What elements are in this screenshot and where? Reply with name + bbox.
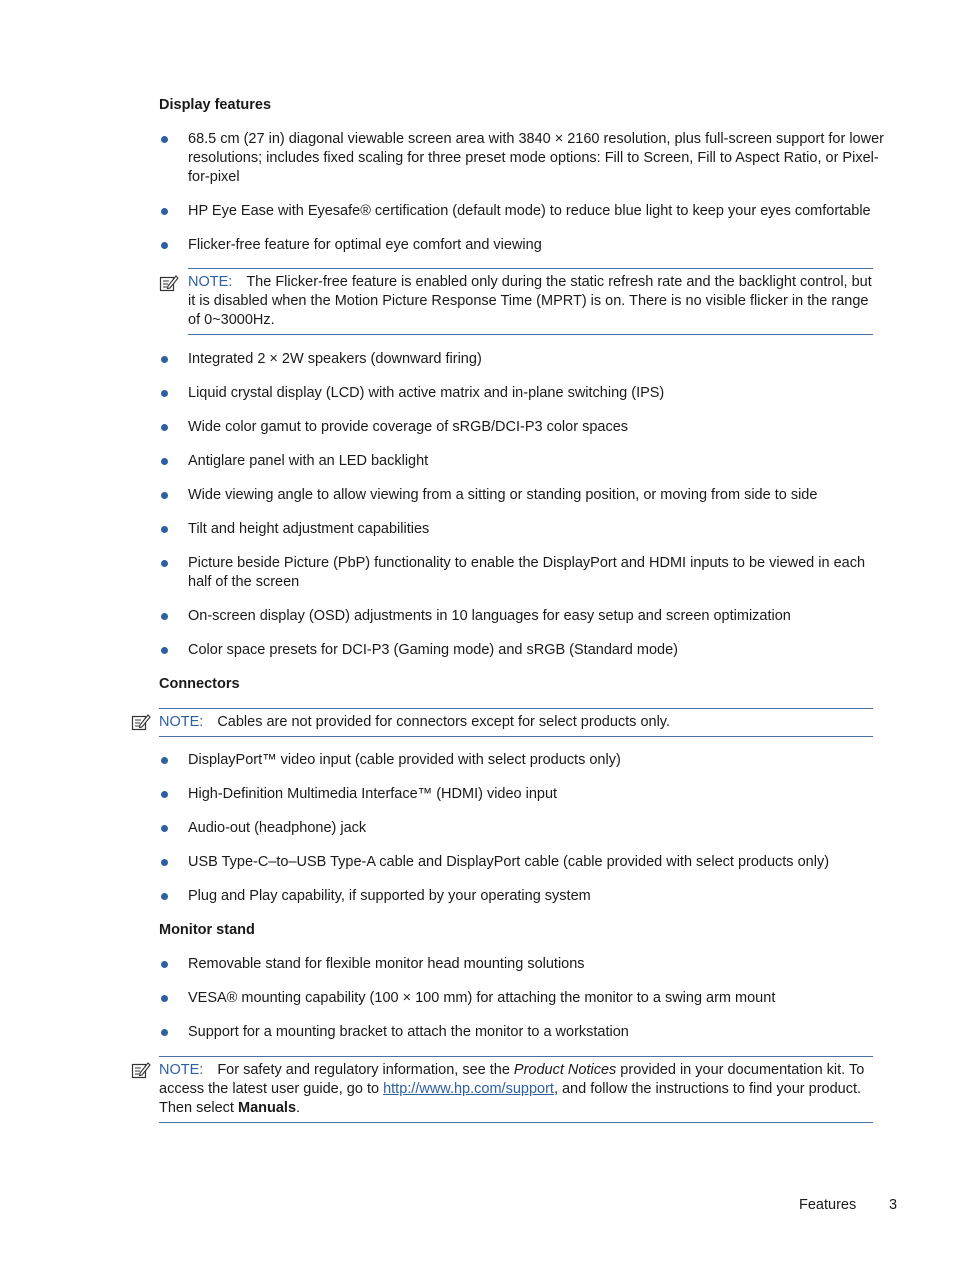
list-item: Liquid crystal display (LCD) with active matrix and in-plane switching (IPS)	[159, 384, 884, 403]
manuals-label: Manuals	[238, 1100, 297, 1116]
safety-regulatory-note	[159, 1056, 873, 1123]
list-item: Tilt and height adjustment capabilities	[159, 520, 884, 539]
list-item: DisplayPort™ video input (cable provided with select products only)	[159, 751, 884, 770]
list-item: Integrated 2 × 2W speakers (downward firing)	[159, 350, 884, 369]
list-item: Removable stand for flexible monitor head mounting solutions	[159, 955, 884, 974]
list-item: Wide viewing angle to allow viewing from a sitting or standing position, or moving from side to side	[159, 486, 884, 505]
note-text-part: , and follow the instructions to find your product. Then select	[159, 1081, 862, 1116]
note-label: NOTE:	[159, 1062, 204, 1078]
note-pencil-icon	[131, 713, 151, 731]
note-pencil-icon	[159, 274, 179, 292]
note-label: NOTE:	[159, 714, 204, 730]
list-item: Audio-out (headphone) jack	[159, 819, 884, 838]
list-item: Picture beside Picture (PbP) functionality to enable the DisplayPort and HDMI inputs to be viewed in each half of the screen	[159, 554, 884, 592]
list-item: Flicker-free feature for optimal eye comfort and viewing	[159, 236, 884, 255]
list-item: High-Definition Multimedia Interface™ (HDMI) video input	[159, 785, 884, 804]
note-pencil-icon	[131, 1061, 151, 1079]
display-features-list-b	[159, 350, 884, 675]
connectors-note	[159, 708, 873, 737]
note-text-part: provided in your documentation kit. To access the latest user guide, go to	[159, 1062, 865, 1097]
list-item: Antiglare panel with an LED backlight	[159, 452, 884, 471]
list-item: VESA® mounting capability (100 × 100 mm) for attaching the monitor to a swing arm mount	[159, 989, 884, 1008]
note-text: The Flicker-free feature is enabled only during the static refresh rate and the backlight control, but it is disabled when the Motion Picture Response Time (MPRT) is on. There is no visible flicker in the range of 0~3000Hz.	[188, 274, 872, 328]
footer-section-name: Features	[799, 1197, 857, 1213]
monitor-stand-list	[159, 955, 884, 1057]
list-item: Support for a mounting bracket to attach the monitor to a workstation	[159, 1023, 884, 1042]
list-item: USB Type-C–to–USB Type-A cable and DisplayPort cable (cable provided with select products only)	[159, 853, 884, 872]
list-item: Color space presets for DCI-P3 (Gaming mode) and sRGB (Standard mode)	[159, 641, 884, 660]
note-text-part: For safety and regulatory information, see the	[217, 1062, 514, 1078]
note-text-part: .	[296, 1100, 301, 1116]
list-item: HP Eye Ease with Eyesafe® certification (default mode) to reduce blue light to keep your eyes comfortable	[159, 202, 884, 221]
flicker-free-note	[188, 268, 873, 335]
note-label: NOTE:	[188, 274, 233, 290]
display-features-list-a	[159, 130, 884, 270]
section-heading-connectors: Connectors	[159, 676, 240, 692]
section-heading-monitor-stand: Monitor stand	[159, 922, 255, 938]
list-item: 68.5 cm (27 in) diagonal viewable screen area with 3840 × 2160 resolution, plus full-screen support for lower resolutions; includes fixed scaling for three preset mode options: Fill to Screen, Fill to Aspect Ratio, or Pixel-for-pixel	[159, 130, 884, 187]
section-heading-display-features: Display features	[159, 97, 272, 113]
list-item: On-screen display (OSD) adjustments in 10 languages for easy setup and screen optimization	[159, 607, 884, 626]
product-notices-title: Product Notices	[513, 1062, 617, 1078]
hp-support-link[interactable]: http://www.hp.com/support	[383, 1081, 554, 1097]
list-item: Wide color gamut to provide coverage of sRGB/DCI-P3 color spaces	[159, 418, 884, 437]
footer-page-number: 3	[889, 1197, 898, 1213]
note-text: Cables are not provided for connectors except for select products only.	[217, 714, 671, 730]
connectors-list	[159, 751, 884, 921]
list-item: Plug and Play capability, if supported by your operating system	[159, 887, 884, 906]
